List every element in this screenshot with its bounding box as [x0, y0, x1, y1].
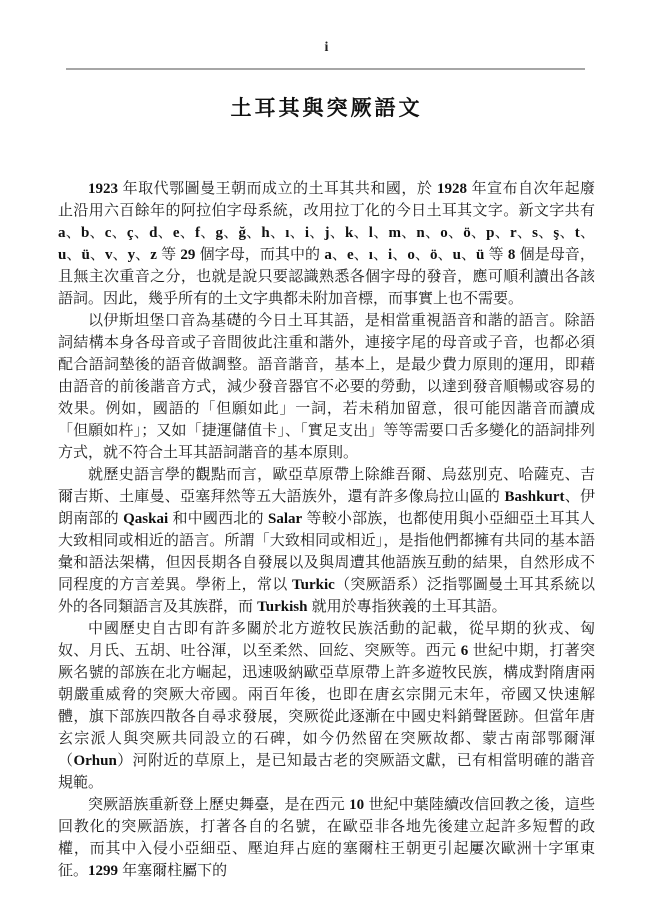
text-run: ü	[81, 247, 90, 263]
text-run: 、	[559, 224, 575, 241]
text-run: 年宣布自次年起廢止沿用六百餘年的阿拉伯字母系統，改用拉丁化的今日土耳其文字。新文字共有	[58, 180, 595, 219]
text-run: 等較小部族，也都使用與小亞細亞土耳其人大致相同或相近的語言。所謂「大致相同或相近」，是指他們都擁有共同的基本語彙和語法架構，但因長期各自發展以及與周遭其他語族互動的結果，自然形成不同程度的方言差異。學術上，常以	[58, 510, 595, 593]
text-run: 、	[372, 246, 389, 263]
text-run: 、	[437, 246, 453, 263]
paragraph	[58, 464, 595, 618]
text-run: 10	[349, 797, 365, 813]
text-run: ç	[126, 225, 134, 241]
text-run: 年塞爾柱屬下的	[118, 862, 228, 879]
text-run: 、	[516, 224, 533, 241]
text-run: ğ	[238, 225, 246, 241]
text-run: 和中國西北的	[168, 510, 269, 527]
text-run: （突厥語系）泛指鄂圖曼土耳其系統以外的各同類語言及其族群，而	[58, 576, 595, 615]
text-run: 、	[111, 224, 127, 241]
text-run: 、	[447, 224, 464, 241]
text-run: 、伊朗南部的	[58, 488, 595, 527]
text-run: a	[324, 247, 332, 263]
text-run: 中國歷史自古即有許多關於北方遊牧民族活動的記載，從早期的狄戎、匈奴、月氏、五胡、吐谷渾，以至柔然、回紇、突厥等。西元	[58, 620, 595, 659]
page-header	[58, 0, 595, 70]
page-title: 土耳其與突厥語文	[230, 97, 423, 120]
text-run: 、	[133, 224, 150, 241]
text-run: 突厥語族重新登上歷史舞臺，是在西元	[88, 796, 350, 813]
text-run: e	[346, 247, 354, 263]
text-run: 世紀中期，打著突厥名號的部族在北方崛起，迅速吸納歐亞草原帶上許多遊牧民族，構成對隋唐兩朝嚴重威脅的突厥大帝國。兩百年後，也即在唐玄宗開元末年，帝國又快速解體，旗下部族四散各自尋求發展，突厥從此逐漸在中國史料銷聲匿跡。但當年唐玄宗派人與突厥共同設立的石碑，如今仍然留在突厥故都、蒙古南部鄂爾渾（	[58, 642, 595, 769]
text-run: i	[388, 247, 393, 263]
text-run: c	[104, 225, 112, 241]
text-run: 等	[156, 246, 181, 263]
text-run: 1299	[88, 863, 119, 879]
text-run: Salar	[268, 511, 303, 527]
text-run: s	[532, 225, 538, 241]
text-run: 、	[245, 224, 262, 241]
text-run: g	[215, 225, 223, 241]
text-run: Bashkurt	[504, 489, 565, 505]
text-run: f	[195, 225, 201, 241]
text-run: 個是母音，且無主次重音之分，也就是說只要認識熟悉各個字母的發音，應可順利讀出各該語詞。因此，幾乎所有的土文字典都未附加音標，而事實上也不需要。	[58, 246, 595, 307]
paragraph	[58, 618, 595, 794]
paragraph	[58, 178, 595, 310]
text-run: 1928	[436, 181, 467, 197]
text-run: p	[486, 225, 495, 241]
text-run: 8	[507, 247, 516, 263]
text-run: u	[452, 247, 461, 263]
paragraph	[58, 310, 595, 464]
text-run: 年取代鄂圖曼王朝而成立的土耳其共和國，於	[118, 180, 437, 197]
text-run: l	[368, 225, 373, 241]
page-number: i	[324, 40, 329, 55]
text-run: d	[149, 225, 158, 241]
text-run: 、	[309, 224, 325, 241]
text-run: r	[509, 225, 517, 241]
text-run: ö	[463, 225, 471, 241]
text-run: 、	[353, 224, 369, 241]
text-run: Turkish	[257, 599, 308, 615]
text-run: u	[58, 247, 67, 263]
text-run: 就歷史語言學的觀點而言，歐亞草原帶上除維吾爾、烏茲別克、哈薩克、吉爾吉斯、土庫曼、亞塞拜然等五大語族外，還有許多像烏拉山區的	[58, 466, 595, 505]
text-run: 、	[329, 224, 345, 241]
text-run: 、	[424, 224, 441, 241]
text-run: 、	[579, 224, 595, 241]
text-run: ）河附近的草原上，是已知最古老的突厥語文獻，已有相當明確的諧音規範。	[58, 752, 595, 791]
text-run: o	[407, 247, 415, 263]
text-run: e	[172, 225, 180, 241]
text-run: a	[58, 225, 66, 241]
text-run: 、	[414, 246, 430, 263]
text-run: Qaskai	[123, 511, 169, 527]
text-run: 、	[392, 246, 408, 263]
text-run: Orhun	[73, 753, 117, 769]
text-run: 以伊斯坦堡口音為基礎的今日土耳其語，是相當重視語音和諧的語言。除語詞結構本身各母音或子音間彼此注重和諧外，連接字尾的母音或子音，也都必須配合語詞墊後的語音做調整。語音諧音，基本上，是最少費力原則的運用，即藉由語音的前後諧音方式，減少發音器官不必要的勞動，以達到發音順暢或容易的效果。例如，國語的「但願如此」一詞，若未稍加留意，很可能因諧音而讀成「但願如杵」；又如「捷運儲值卡」、「實足支出」等等需要口舌多變化的語詞排列方式，就不符合土耳其語詞諧音的基本原則。	[58, 312, 595, 461]
document-body	[58, 178, 595, 882]
text-run: 就用於專指狹義的土耳其語。	[307, 598, 507, 615]
text-run: 、	[537, 224, 554, 241]
text-run: Turkic	[292, 577, 335, 593]
text-run: 6	[460, 643, 469, 659]
text-run: ş	[553, 225, 560, 241]
text-run: 個字母，而其中的	[195, 246, 325, 263]
text-run: 、	[157, 224, 173, 241]
paragraph	[58, 794, 595, 882]
text-run: i	[304, 225, 310, 241]
text-run: 、	[372, 224, 389, 241]
text-run: b	[80, 225, 90, 241]
text-run: 、	[289, 224, 305, 241]
text-run: 、	[470, 224, 487, 241]
text-run: 、	[353, 246, 369, 263]
text-run: o	[440, 225, 448, 241]
text-run: 、	[494, 224, 510, 241]
text-run: v	[104, 247, 113, 263]
text-run: 、	[135, 246, 151, 263]
text-run: 、	[65, 224, 81, 241]
text-run: m	[388, 225, 401, 241]
text-run: 、	[460, 246, 477, 263]
text-run: 、	[269, 224, 286, 241]
text-run: 、	[66, 246, 82, 263]
text-run: 、	[331, 246, 347, 263]
text-run: 、	[112, 246, 128, 263]
text-run: k	[344, 225, 354, 241]
text-run: 、	[200, 224, 216, 241]
text-run: j	[324, 225, 330, 241]
text-run: 、	[89, 224, 105, 241]
text-run: ü	[476, 247, 485, 263]
text-run: 、	[400, 224, 417, 241]
text-run: z	[150, 247, 157, 263]
text-run: 、	[179, 224, 196, 241]
text-run: h	[261, 225, 270, 241]
text-run: ö	[429, 247, 438, 263]
text-run: ı	[285, 225, 290, 241]
text-run: 、	[89, 246, 105, 263]
text-run: t	[574, 225, 580, 241]
text-run: 29	[180, 247, 196, 263]
text-run: 1923	[88, 181, 118, 197]
text-run: y	[127, 247, 136, 263]
text-run: 、	[222, 224, 239, 241]
text-run: n	[416, 225, 425, 241]
text-run: 等	[484, 246, 508, 263]
text-run: ı	[368, 247, 373, 263]
text-run: 世紀中葉陸續改信回教之後，這些回教化的突厥語族，打著各自的名號，在歐亞非各地先後建立起許多短暫的政權，而其中入侵小亞細亞、壓迫拜占庭的塞爾柱王朝更引起屢次歐洲十字軍東征。	[58, 796, 596, 879]
header-divider	[66, 68, 585, 70]
